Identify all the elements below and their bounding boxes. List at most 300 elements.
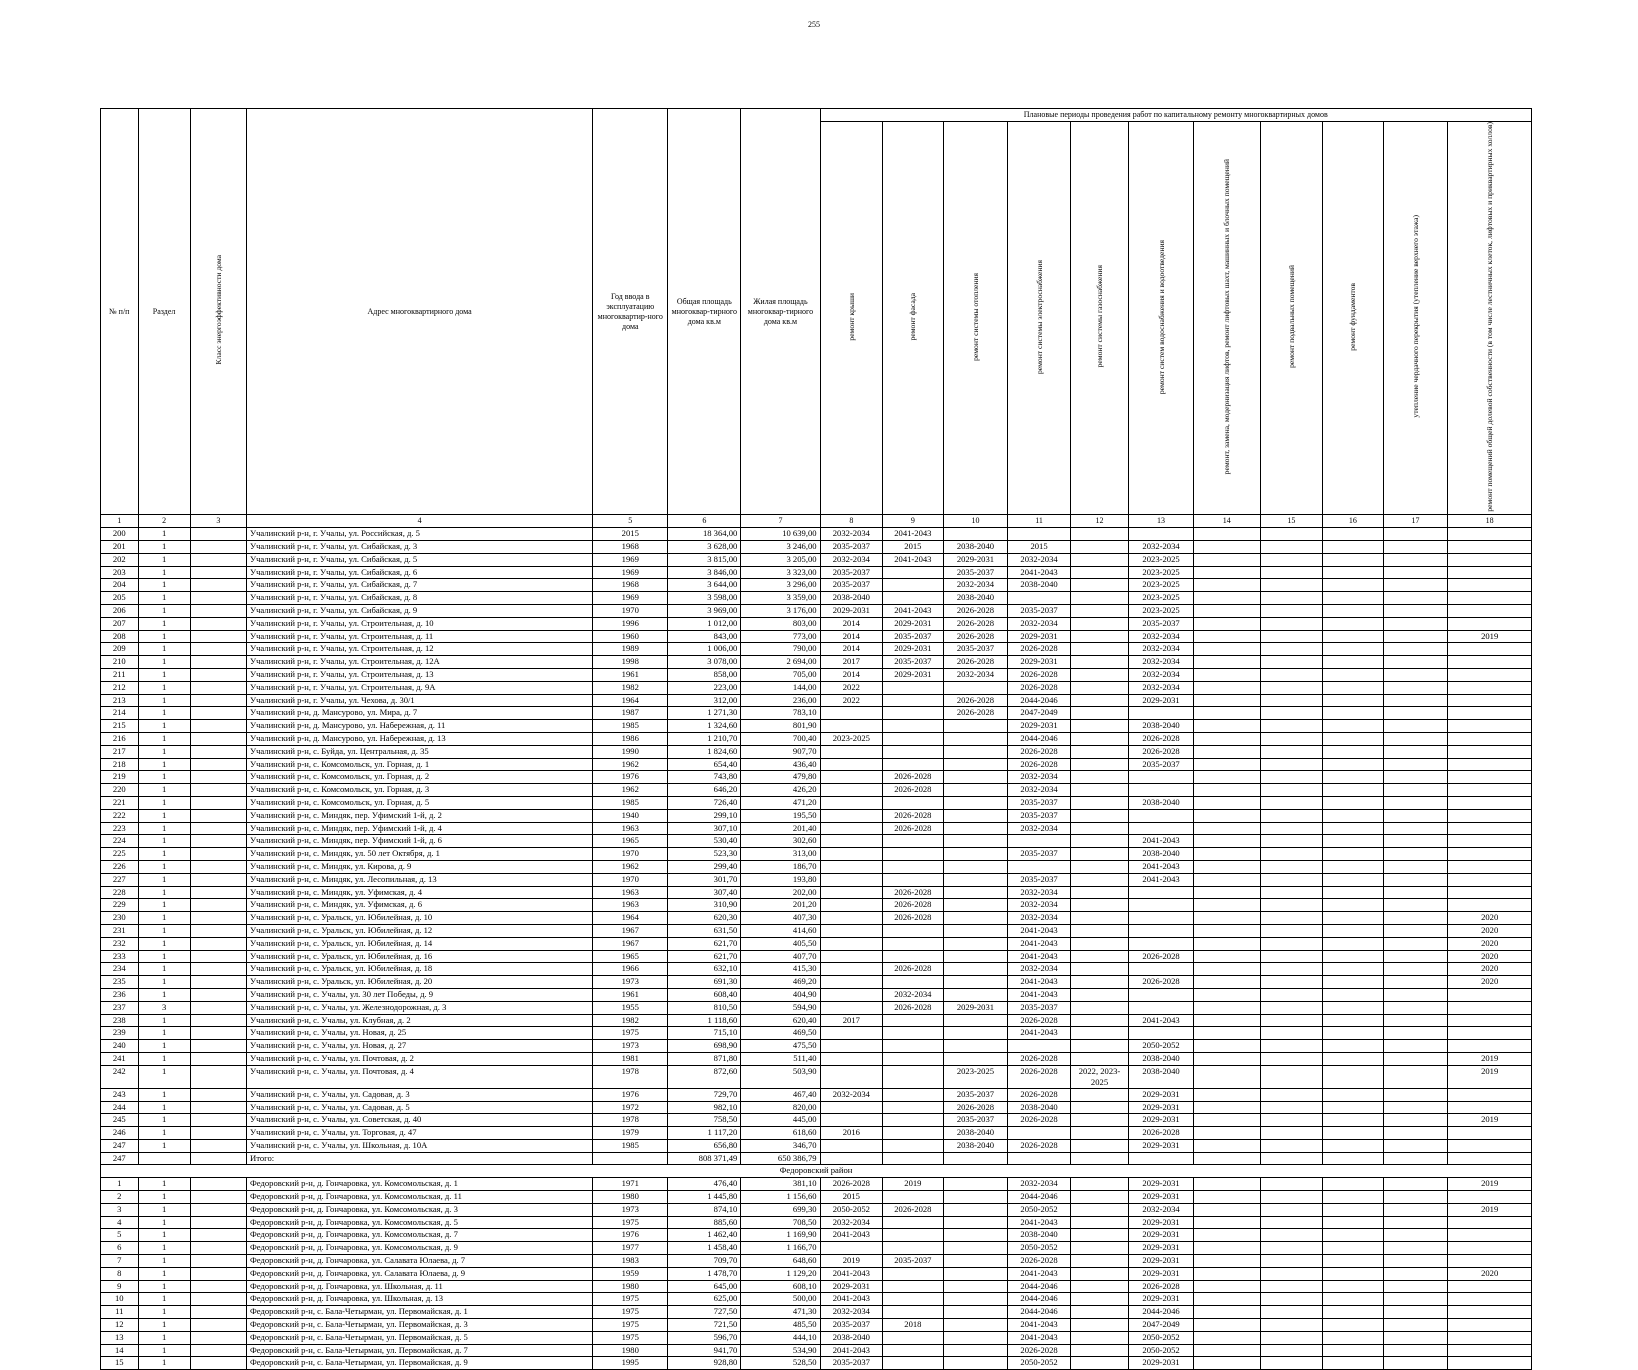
table-cell bbox=[1260, 1293, 1323, 1306]
table-row bbox=[101, 681, 1532, 694]
table-cell bbox=[1070, 566, 1128, 579]
table-cell bbox=[190, 1127, 246, 1140]
column-number: 10 bbox=[943, 515, 1008, 528]
table-cell: 2029-2031 bbox=[1129, 694, 1194, 707]
table-cell: 820,00 bbox=[741, 1101, 820, 1114]
table-cell bbox=[1323, 553, 1383, 566]
table-cell bbox=[1193, 707, 1260, 720]
table-cell: 3 598,00 bbox=[668, 592, 741, 605]
table-cell bbox=[1383, 669, 1448, 682]
table-cell bbox=[943, 771, 1008, 784]
table-cell: 445,00 bbox=[741, 1114, 820, 1127]
table-cell bbox=[1193, 694, 1260, 707]
table-row bbox=[101, 988, 1532, 1001]
table-cell: 3 628,00 bbox=[668, 541, 741, 554]
table-cell: 2026-2028 bbox=[943, 707, 1008, 720]
table-cell bbox=[1383, 1052, 1448, 1065]
table-row bbox=[101, 1027, 1532, 1040]
table-cell: 144,00 bbox=[741, 681, 820, 694]
table-cell: 1 324,60 bbox=[668, 720, 741, 733]
table-cell bbox=[1260, 1306, 1323, 1319]
table-cell bbox=[1193, 1203, 1260, 1216]
table-cell bbox=[190, 796, 246, 809]
table-row bbox=[101, 541, 1532, 554]
table-cell: 3 359,00 bbox=[741, 592, 820, 605]
table-cell bbox=[1260, 822, 1323, 835]
table-cell: 226 bbox=[101, 860, 139, 873]
table-cell bbox=[1193, 566, 1260, 579]
table-cell: 1 bbox=[138, 848, 190, 861]
header-year: Год ввода в эксплуатацию многоквартир-ного дома bbox=[593, 109, 668, 515]
table-cell: 2026-2028 bbox=[1008, 758, 1071, 771]
table-cell bbox=[1193, 1357, 1260, 1370]
table-cell: 3 815,00 bbox=[668, 553, 741, 566]
table-cell: 874,10 bbox=[668, 1203, 741, 1216]
table-cell bbox=[190, 1114, 246, 1127]
table-row bbox=[101, 1101, 1532, 1114]
table-cell bbox=[943, 745, 1008, 758]
table-cell: Федоровский р-н, д. Гончаровка, ул. Комсомольская, д. 7 bbox=[246, 1229, 592, 1242]
table-cell bbox=[190, 1178, 246, 1191]
table-cell bbox=[1193, 1344, 1260, 1357]
table-cell bbox=[1193, 1229, 1260, 1242]
table-cell: 1962 bbox=[593, 860, 668, 873]
table-cell bbox=[1193, 835, 1260, 848]
table-cell bbox=[1193, 1267, 1260, 1280]
table-cell: 2029-2031 bbox=[1129, 1178, 1194, 1191]
table-cell bbox=[883, 1114, 943, 1127]
table-cell bbox=[1383, 988, 1448, 1001]
table-cell: 2044-2046 bbox=[1008, 1293, 1071, 1306]
table-cell bbox=[1448, 899, 1532, 912]
table-cell bbox=[820, 848, 883, 861]
table-cell bbox=[1448, 1344, 1532, 1357]
table-cell: 1 bbox=[138, 1127, 190, 1140]
table-cell bbox=[1070, 1255, 1128, 1268]
table-cell bbox=[190, 937, 246, 950]
table-cell bbox=[190, 822, 246, 835]
table-cell: 1 169,90 bbox=[741, 1229, 820, 1242]
column-number: 11 bbox=[1008, 515, 1071, 528]
table-cell: 1 bbox=[138, 1052, 190, 1065]
table-cell: Учалинский р-н, с. Буйда, ул. Центральная, д. 35 bbox=[246, 745, 592, 758]
table-cell bbox=[1448, 579, 1532, 592]
table-cell bbox=[1383, 924, 1448, 937]
table-cell: 1 bbox=[138, 1191, 190, 1204]
table-cell bbox=[1193, 758, 1260, 771]
table-cell bbox=[1323, 950, 1383, 963]
table-cell bbox=[1193, 899, 1260, 912]
table-cell: 2035-2037 bbox=[943, 643, 1008, 656]
table-cell bbox=[1383, 1001, 1448, 1014]
table-cell: 2050-2052 bbox=[1008, 1357, 1071, 1370]
table-cell: 202,00 bbox=[741, 886, 820, 899]
table-cell bbox=[190, 707, 246, 720]
table-row bbox=[101, 605, 1532, 618]
table-cell: 1981 bbox=[593, 1052, 668, 1065]
table-cell: 2015 bbox=[1008, 541, 1071, 554]
table-cell: 210 bbox=[101, 656, 139, 669]
table-cell: 2047-2049 bbox=[1129, 1319, 1194, 1332]
table-cell bbox=[1260, 758, 1323, 771]
table-cell bbox=[1383, 1280, 1448, 1293]
table-cell: 2038-2040 bbox=[943, 541, 1008, 554]
table-cell: Федоровский р-н, с. Бала-Четырман, ул. Первомайская, д. 1 bbox=[246, 1306, 592, 1319]
table-cell: 1 bbox=[138, 873, 190, 886]
table-cell: 1 bbox=[138, 912, 190, 925]
table-cell: 2017 bbox=[820, 656, 883, 669]
table-row bbox=[101, 1191, 1532, 1204]
table-cell bbox=[1070, 643, 1128, 656]
table-cell bbox=[1323, 771, 1383, 784]
table-cell bbox=[1323, 1203, 1383, 1216]
column-number: 14 bbox=[1193, 515, 1260, 528]
table-cell: 224 bbox=[101, 835, 139, 848]
table-cell bbox=[820, 809, 883, 822]
table-cell: 2026-2028 bbox=[883, 963, 943, 976]
table-cell bbox=[820, 924, 883, 937]
table-cell: 2032-2034 bbox=[1129, 681, 1194, 694]
header-section: Раздел bbox=[138, 109, 190, 515]
header-work-heating bbox=[943, 121, 1008, 515]
table-cell bbox=[1383, 822, 1448, 835]
table-cell: 2019 bbox=[820, 1255, 883, 1268]
table-cell bbox=[1129, 707, 1194, 720]
table-cell bbox=[883, 1229, 943, 1242]
table-cell bbox=[1323, 1255, 1383, 1268]
table-cell: Учалинский р-н, г. Учалы, ул. Российская, д. 5 bbox=[246, 528, 592, 541]
table-cell bbox=[190, 1293, 246, 1306]
table-cell bbox=[1260, 553, 1323, 566]
table-cell bbox=[1193, 617, 1260, 630]
table-cell: 790,00 bbox=[741, 643, 820, 656]
table-cell bbox=[883, 1052, 943, 1065]
table-cell bbox=[1323, 1242, 1383, 1255]
table-cell: 2041-2043 bbox=[1008, 1027, 1071, 1040]
table-cell bbox=[1323, 1065, 1383, 1088]
table-cell: 1 bbox=[138, 886, 190, 899]
header-work-roof bbox=[820, 121, 883, 515]
table-cell bbox=[883, 1027, 943, 1040]
table-cell bbox=[1070, 1001, 1128, 1014]
table-cell bbox=[1070, 1101, 1128, 1114]
table-cell bbox=[1260, 1242, 1323, 1255]
table-cell bbox=[883, 1040, 943, 1053]
table-cell: 1 bbox=[138, 643, 190, 656]
table-cell: 1975 bbox=[593, 1216, 668, 1229]
table-cell: 1990 bbox=[593, 745, 668, 758]
table-cell bbox=[1383, 976, 1448, 989]
table-cell bbox=[1383, 1293, 1448, 1306]
table-cell bbox=[1193, 745, 1260, 758]
table-cell bbox=[190, 860, 246, 873]
table-cell bbox=[1260, 860, 1323, 873]
table-cell bbox=[1260, 1127, 1323, 1140]
table-cell bbox=[820, 1242, 883, 1255]
table-cell bbox=[1193, 1319, 1260, 1332]
table-row bbox=[101, 1040, 1532, 1053]
table-cell: 1977 bbox=[593, 1242, 668, 1255]
table-cell: 3 296,00 bbox=[741, 579, 820, 592]
table-cell bbox=[883, 1216, 943, 1229]
table-cell bbox=[943, 937, 1008, 950]
header-work-text: ремонт системы отопления bbox=[970, 272, 980, 361]
table-cell: 212 bbox=[101, 681, 139, 694]
table-cell: 1 bbox=[138, 1114, 190, 1127]
table-cell bbox=[1070, 707, 1128, 720]
table-cell: 1 bbox=[138, 1255, 190, 1268]
header-work-text: ремонт фасада bbox=[908, 292, 918, 341]
table-cell bbox=[1260, 1255, 1323, 1268]
table-cell bbox=[820, 1139, 883, 1152]
table-cell: 631,50 bbox=[668, 924, 741, 937]
table-row bbox=[101, 1344, 1532, 1357]
table-cell bbox=[1448, 553, 1532, 566]
table-cell: 2038-2040 bbox=[820, 1331, 883, 1344]
table-cell bbox=[1383, 1267, 1448, 1280]
table-cell: 1 bbox=[138, 899, 190, 912]
table-cell bbox=[1260, 963, 1323, 976]
table-cell: 2041-2043 bbox=[1008, 1331, 1071, 1344]
table-cell bbox=[943, 1229, 1008, 1242]
table-cell: 2032-2034 bbox=[820, 1216, 883, 1229]
table-cell: 204 bbox=[101, 579, 139, 592]
table-cell: 1964 bbox=[593, 694, 668, 707]
table-cell: 2038-2040 bbox=[1008, 1101, 1071, 1114]
table-cell bbox=[1260, 1178, 1323, 1191]
table-cell: 221 bbox=[101, 796, 139, 809]
table-row bbox=[101, 1216, 1532, 1229]
table-cell bbox=[1129, 912, 1194, 925]
table-cell: 1 271,30 bbox=[668, 707, 741, 720]
table-cell: Учалинский р-н, с. Миндяк, пер. Уфимский 1-й, д. 2 bbox=[246, 809, 592, 822]
table-cell: 2026-2028 bbox=[883, 771, 943, 784]
table-cell: 2019 bbox=[1448, 1065, 1532, 1088]
table-cell: 1966 bbox=[593, 963, 668, 976]
table-cell bbox=[1448, 1242, 1532, 1255]
table-cell: 1970 bbox=[593, 605, 668, 618]
table-cell bbox=[1070, 605, 1128, 618]
table-cell: 3 bbox=[138, 1001, 190, 1014]
table-cell: 200 bbox=[101, 528, 139, 541]
table-cell: Учалинский р-н, г. Учалы, ул. Строительная, д. 10 bbox=[246, 617, 592, 630]
table-cell bbox=[1260, 950, 1323, 963]
table-cell: 1975 bbox=[593, 1319, 668, 1332]
table-cell bbox=[1323, 1191, 1383, 1204]
table-cell: 1 bbox=[138, 707, 190, 720]
table-cell: 415,30 bbox=[741, 963, 820, 976]
table-cell: 801,90 bbox=[741, 720, 820, 733]
column-number: 16 bbox=[1323, 515, 1383, 528]
table-cell: 2032-2034 bbox=[1129, 1203, 1194, 1216]
table-cell bbox=[883, 1331, 943, 1344]
table-cell: 1 bbox=[138, 1139, 190, 1152]
table-cell bbox=[1193, 732, 1260, 745]
table-cell bbox=[1070, 1267, 1128, 1280]
table-cell bbox=[190, 605, 246, 618]
table-cell bbox=[1008, 860, 1071, 873]
table-cell bbox=[883, 1127, 943, 1140]
table-cell: 3 969,00 bbox=[668, 605, 741, 618]
table-cell bbox=[1260, 976, 1323, 989]
table-row bbox=[101, 1357, 1532, 1370]
table-cell: 2044-2046 bbox=[1008, 1191, 1071, 1204]
table-cell bbox=[190, 1242, 246, 1255]
table-cell: 1969 bbox=[593, 592, 668, 605]
table-cell bbox=[943, 528, 1008, 541]
table-cell: 2035-2037 bbox=[820, 1319, 883, 1332]
table-cell bbox=[1260, 886, 1323, 899]
table-cell: 206 bbox=[101, 605, 139, 618]
table-cell: 2026-2028 bbox=[943, 605, 1008, 618]
table-cell: 215 bbox=[101, 720, 139, 733]
table-cell: 2032-2034 bbox=[1008, 822, 1071, 835]
table-cell: 1 118,60 bbox=[668, 1014, 741, 1027]
table-cell: 2041-2043 bbox=[820, 1267, 883, 1280]
table-cell: 2041-2043 bbox=[1008, 566, 1071, 579]
table-cell: 1 bbox=[138, 1101, 190, 1114]
table-cell bbox=[190, 899, 246, 912]
table-cell: 2032-2034 bbox=[1008, 912, 1071, 925]
table-cell: Учалинский р-н, г. Учалы, ул. Сибайская, д. 9 bbox=[246, 605, 592, 618]
table-cell: Учалинский р-н, с. Миндяк, ул. 50 лет Октября, д. 1 bbox=[246, 848, 592, 861]
column-number: 13 bbox=[1129, 515, 1194, 528]
table-cell bbox=[1070, 745, 1128, 758]
table-cell bbox=[1448, 1127, 1532, 1140]
table-cell bbox=[883, 950, 943, 963]
table-cell: 2041-2043 bbox=[1008, 976, 1071, 989]
table-cell: 405,50 bbox=[741, 937, 820, 950]
table-cell: 1976 bbox=[593, 771, 668, 784]
table-cell bbox=[1260, 617, 1323, 630]
table-cell: Учалинский р-н, г. Учалы, ул. Сибайская, д. 8 bbox=[246, 592, 592, 605]
table-cell bbox=[883, 1139, 943, 1152]
table-cell: 2015 bbox=[593, 528, 668, 541]
table-cell: 705,00 bbox=[741, 669, 820, 682]
table-cell: 727,50 bbox=[668, 1306, 741, 1319]
table-cell bbox=[1383, 1014, 1448, 1027]
table-cell: 220 bbox=[101, 784, 139, 797]
table-cell bbox=[943, 1280, 1008, 1293]
table-cell bbox=[1383, 605, 1448, 618]
table-cell: 2023-2025 bbox=[943, 1065, 1008, 1088]
table-cell: 1 166,70 bbox=[741, 1242, 820, 1255]
table-row bbox=[101, 950, 1532, 963]
table-cell: Учалинский р-н, с. Учалы, ул. Новая, д. 25 bbox=[246, 1027, 592, 1040]
table-cell: 1 bbox=[101, 1178, 139, 1191]
table-row bbox=[101, 912, 1532, 925]
table-cell bbox=[1070, 669, 1128, 682]
table-cell bbox=[883, 1344, 943, 1357]
table-cell bbox=[1193, 822, 1260, 835]
table-cell bbox=[190, 1267, 246, 1280]
table-cell bbox=[1193, 579, 1260, 592]
table-cell: 407,70 bbox=[741, 950, 820, 963]
table-cell bbox=[190, 694, 246, 707]
table-cell: 202 bbox=[101, 553, 139, 566]
table-cell bbox=[1260, 873, 1323, 886]
table-cell: 2041-2043 bbox=[1008, 1319, 1071, 1332]
table-cell bbox=[1323, 630, 1383, 643]
table-cell: 2029-2031 bbox=[1129, 1293, 1194, 1306]
table-cell bbox=[943, 796, 1008, 809]
table-cell bbox=[883, 758, 943, 771]
table-cell: 1 bbox=[138, 630, 190, 643]
table-cell bbox=[1260, 1280, 1323, 1293]
table-cell bbox=[1383, 1114, 1448, 1127]
table-cell: 1 bbox=[138, 1014, 190, 1027]
table-cell bbox=[190, 886, 246, 899]
table-cell: 2020 bbox=[1448, 937, 1532, 950]
table-cell bbox=[883, 873, 943, 886]
table-cell bbox=[190, 617, 246, 630]
table-cell bbox=[1448, 1139, 1532, 1152]
table-row bbox=[101, 1280, 1532, 1293]
table-cell: 242 bbox=[101, 1065, 139, 1088]
table-cell bbox=[1193, 1014, 1260, 1027]
table-row bbox=[101, 822, 1532, 835]
table-cell bbox=[1323, 937, 1383, 950]
table-cell bbox=[190, 809, 246, 822]
table-cell bbox=[1193, 796, 1260, 809]
table-cell: 479,80 bbox=[741, 771, 820, 784]
table-cell: 2026-2028 bbox=[1008, 745, 1071, 758]
table-cell: 1963 bbox=[593, 886, 668, 899]
table-cell bbox=[1323, 745, 1383, 758]
table-cell: 1963 bbox=[593, 899, 668, 912]
table-cell: 2044-2046 bbox=[1008, 1306, 1071, 1319]
table-cell bbox=[1193, 630, 1260, 643]
table-cell bbox=[1323, 617, 1383, 630]
table-row bbox=[101, 566, 1532, 579]
table-row bbox=[101, 745, 1532, 758]
table-cell: 1963 bbox=[593, 822, 668, 835]
table-row bbox=[101, 937, 1532, 950]
table-cell: 469,50 bbox=[741, 1027, 820, 1040]
table-cell bbox=[1260, 681, 1323, 694]
table-cell bbox=[1193, 1178, 1260, 1191]
table-cell: 14 bbox=[101, 1344, 139, 1357]
table-cell bbox=[943, 835, 1008, 848]
table-cell bbox=[1448, 1306, 1532, 1319]
header-work-text: ремонт помещений общей долевой собственности (в том числе лестничных клеток, лифтовых и приквартирных холлов) bbox=[1485, 121, 1495, 512]
table-cell: Учалинский р-н, с. Уральск, ул. Юбилейная, д. 18 bbox=[246, 963, 592, 976]
table-cell: 1975 bbox=[593, 1293, 668, 1306]
table-cell: 726,40 bbox=[668, 796, 741, 809]
table-cell: 2029-2031 bbox=[820, 1280, 883, 1293]
table-cell: 2029-2031 bbox=[943, 553, 1008, 566]
table-cell bbox=[1193, 988, 1260, 1001]
table-cell: 2038-2040 bbox=[1008, 579, 1071, 592]
table-cell: 1962 bbox=[593, 784, 668, 797]
table-cell: 1989 bbox=[593, 643, 668, 656]
table-cell bbox=[1383, 899, 1448, 912]
table-cell bbox=[1129, 771, 1194, 784]
table-cell bbox=[883, 1014, 943, 1027]
table-cell bbox=[1260, 1267, 1323, 1280]
table-cell: 1971 bbox=[593, 1178, 668, 1191]
table-cell bbox=[883, 976, 943, 989]
table-cell: 2029-2031 bbox=[1008, 630, 1071, 643]
table-cell bbox=[190, 579, 246, 592]
table-row bbox=[101, 720, 1532, 733]
table-cell: 209 bbox=[101, 643, 139, 656]
table-cell bbox=[1383, 1101, 1448, 1114]
table-cell bbox=[1323, 1280, 1383, 1293]
table-cell: 2038-2040 bbox=[1129, 1052, 1194, 1065]
table-cell bbox=[1070, 1139, 1128, 1152]
table-cell: 1962 bbox=[593, 758, 668, 771]
